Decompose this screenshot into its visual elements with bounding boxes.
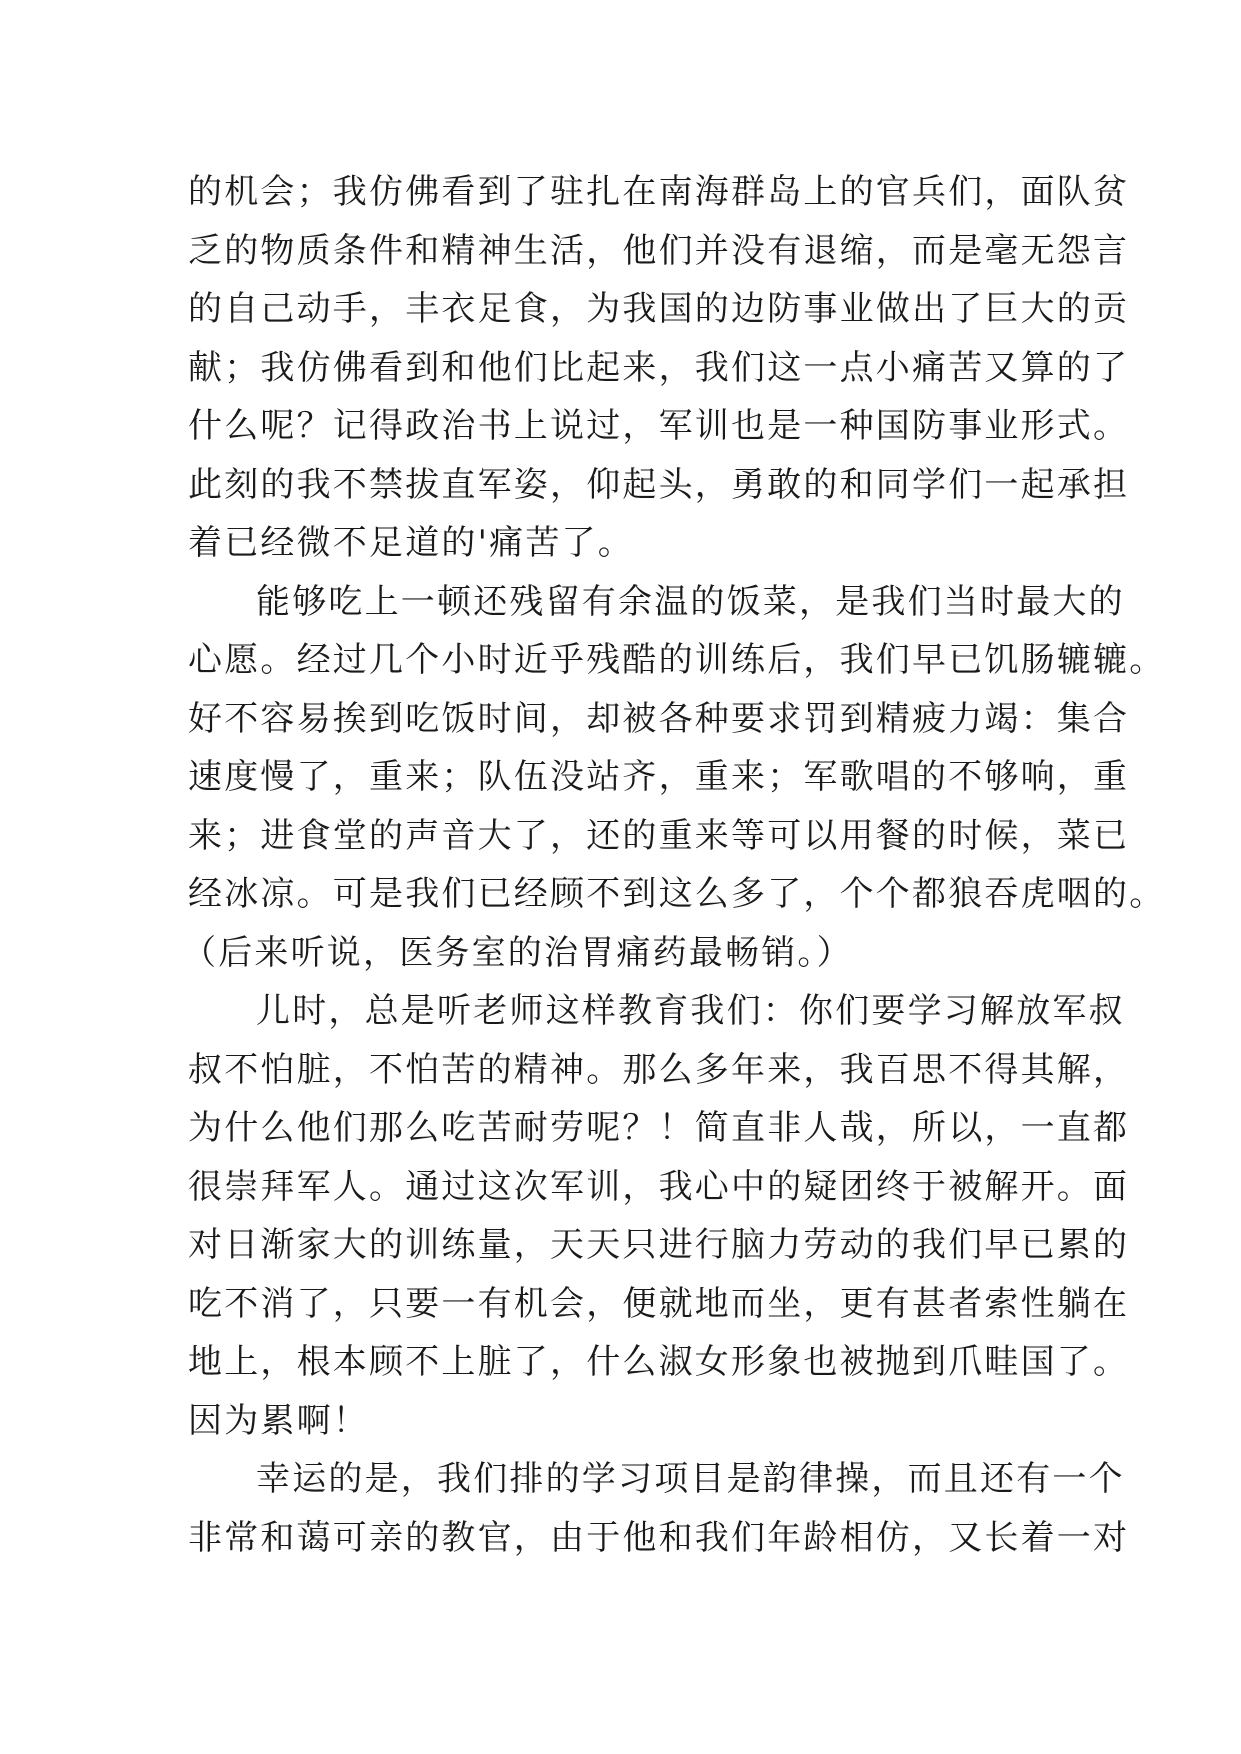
text-line: 着已经微不足道的'痛苦了。 xyxy=(188,523,634,563)
text-line: 能够吃上一顿还残留有余温的饭菜，是我们当时最大的 xyxy=(256,581,1125,622)
text-line: 非常和蔼可亲的教官，由于他和我们年龄相仿，又长着一对 xyxy=(188,1517,1130,1558)
text-line: 此刻的我不禁拔直军姿，仰起头，勇敢的和同学们一起承担 xyxy=(188,464,1130,505)
document-body xyxy=(182,163,1166,1567)
text-line: 幸运的是，我们排的学习项目是韵律操，而且还有一个 xyxy=(256,1459,1125,1499)
text-line: 叔不怕脏，不怕苦的精神。那么多年来，我百思不得其解， xyxy=(188,1049,1130,1090)
text-line: （后来听说，医务室的治胃痛药最畅销。） xyxy=(182,932,853,973)
text-line: 来；进食堂的声音大了，还的重来等可以用餐的时候，菜已 xyxy=(188,815,1130,856)
paragraph-1 xyxy=(188,163,1130,573)
paragraph-2 xyxy=(182,573,1166,983)
text-line: 地上，根本顾不上脏了，什么淑女形象也被抛到爪畦国了。 xyxy=(188,1342,1130,1382)
paragraph-4 xyxy=(188,1450,1130,1567)
text-line: 因为累啊！ xyxy=(188,1400,369,1441)
text-line: 对日渐家大的训练量，天天只进行脑力劳动的我们早已累的 xyxy=(188,1225,1130,1265)
text-line: 很崇拜军人。通过这次军训，我心中的疑团终于被解开。面 xyxy=(188,1166,1130,1207)
text-line: 儿时，总是听老师这样教育我们：你们要学习解放军叔 xyxy=(256,991,1125,1031)
text-line: 乏的物质条件和精神生活，他们并没有退缩，而是毫无怨言 xyxy=(188,230,1130,271)
text-line: 什么呢？记得政治书上说过，军训也是一种国防事业形式。 xyxy=(188,406,1130,446)
text-line: 的自己动手，丰衣足食，为我国的边防事业做出了巨大的贡 xyxy=(188,289,1130,329)
text-line: 好不容易挨到吃饭时间，却被各种要求罚到精疲力竭：集合 xyxy=(188,698,1130,739)
text-line: 心愿。经过几个小时近乎残酷的训练后，我们早已饥肠辘辘。 xyxy=(188,640,1166,680)
text-line: 速度慢了，重来；队伍没站齐，重来；军歌唱的不够响，重 xyxy=(188,757,1130,797)
paragraph-3 xyxy=(188,982,1130,1450)
text-line: 的机会；我仿佛看到了驻扎在南海群岛上的官兵们，面队贫 xyxy=(188,172,1130,212)
text-line: 吃不消了，只要一有机会，便就地而坐，更有甚者索性躺在 xyxy=(188,1283,1130,1324)
text-line: 献；我仿佛看到和他们比起来，我们这一点小痛苦又算的了 xyxy=(188,347,1130,388)
text-line: 为什么他们那么吃苦耐劳呢？！简直非人哉，所以，一直都 xyxy=(188,1108,1130,1148)
text-line: 经冰凉。可是我们已经顾不到这么多了，个个都狼吞虎咽的。 xyxy=(188,874,1166,914)
